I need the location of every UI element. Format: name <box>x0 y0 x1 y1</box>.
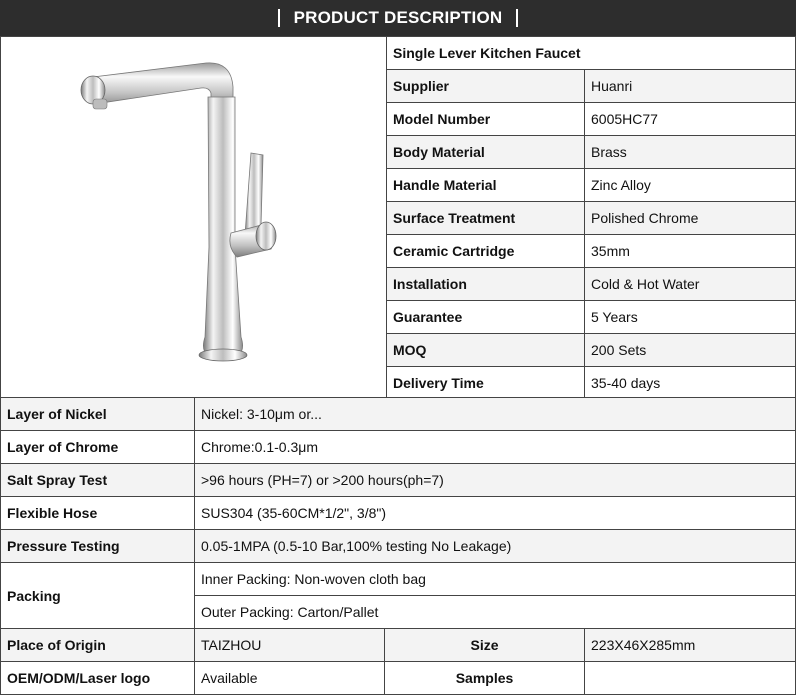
detail-label: Layer of Nickel <box>1 398 195 431</box>
spec-label: Ceramic Cartridge <box>387 235 585 268</box>
origin-value: TAIZHOU <box>195 629 385 662</box>
detail-label: Salt Spray Test <box>1 464 195 497</box>
product-name: Single Lever Kitchen Faucet <box>387 37 796 70</box>
detail-label: Flexible Hose <box>1 497 195 530</box>
detail-value: SUS304 (35-60CM*1/2", 3/8") <box>195 497 796 530</box>
detail-value: Nickel: 3-10μm or... <box>195 398 796 431</box>
outer-packing-value: Outer Packing: Carton/Pallet <box>195 596 796 629</box>
header-left-bar <box>278 9 280 27</box>
spec-value: Brass <box>585 136 796 169</box>
samples-value <box>585 662 796 695</box>
detail-value: 0.05-1MPA (0.5-10 Bar,100% testing No Leakage) <box>195 530 796 563</box>
header-right-bar <box>516 9 518 27</box>
faucet-image <box>1 37 386 397</box>
spec-value: 35-40 days <box>585 367 796 400</box>
spec-value: 200 Sets <box>585 334 796 367</box>
spec-label: MOQ <box>387 334 585 367</box>
oem-value: Available <box>195 662 385 695</box>
spec-table <box>0 36 796 400</box>
spec-value: 5 Years <box>585 301 796 334</box>
spec-label: Guarantee <box>387 301 585 334</box>
samples-label: Samples <box>385 662 585 695</box>
detail-label: Pressure Testing <box>1 530 195 563</box>
spec-value: 6005HC77 <box>585 103 796 136</box>
spec-value: 35mm <box>585 235 796 268</box>
detail-label: OEM/ODM/Laser logo <box>1 662 195 695</box>
size-label: Size <box>385 629 585 662</box>
inner-packing-value: Inner Packing: Non-woven cloth bag <box>195 563 796 596</box>
spec-label: Surface Treatment <box>387 202 585 235</box>
spec-label: Delivery Time <box>387 367 585 400</box>
packing-label: Packing <box>1 563 195 629</box>
product-image-cell <box>1 37 387 400</box>
spec-label: Installation <box>387 268 585 301</box>
spec-label: Model Number <box>387 103 585 136</box>
header-title: PRODUCT DESCRIPTION <box>293 8 503 27</box>
detail-value: Chrome:0.1-0.3μm <box>195 431 796 464</box>
size-value: 223X46X285mm <box>585 629 796 662</box>
spec-label: Handle Material <box>387 169 585 202</box>
spec-label: Body Material <box>387 136 585 169</box>
spec-label: Supplier <box>387 70 585 103</box>
detail-label: Place of Origin <box>1 629 195 662</box>
spec-value: Cold & Hot Water <box>585 268 796 301</box>
spec-value: Huanri <box>585 70 796 103</box>
detail-table <box>0 397 796 695</box>
section-header <box>0 0 796 36</box>
spec-value: Zinc Alloy <box>585 169 796 202</box>
detail-label: Layer of Chrome <box>1 431 195 464</box>
detail-value: >96 hours (PH=7) or >200 hours(ph=7) <box>195 464 796 497</box>
spec-value: Polished Chrome <box>585 202 796 235</box>
